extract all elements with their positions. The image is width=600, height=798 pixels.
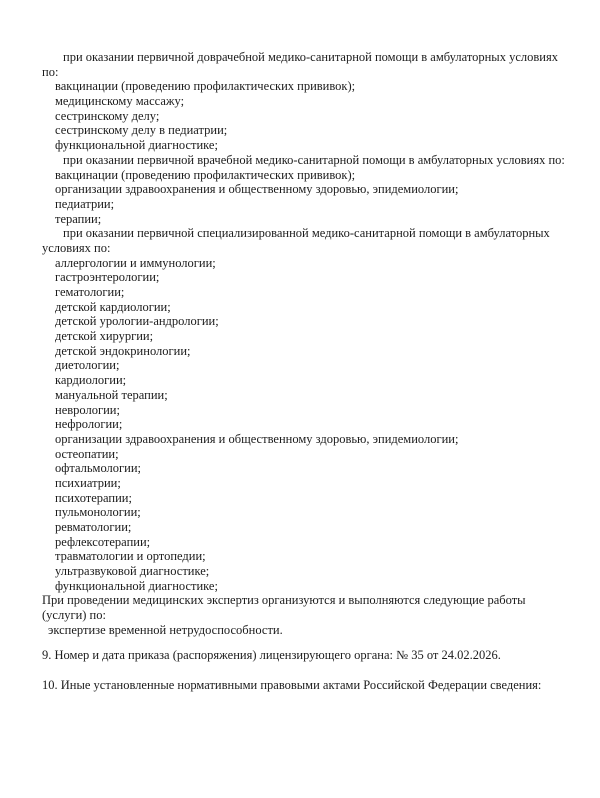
document-line: кардиологии; bbox=[55, 373, 127, 388]
document-line: рефлексотерапии; bbox=[55, 534, 151, 549]
document-line: нефрологии; bbox=[55, 417, 123, 432]
document-line: организации здравоохранения и общественному здоровью, эпидемиологии; bbox=[55, 182, 459, 197]
document-line: терапии; bbox=[55, 211, 102, 226]
document-line: при оказании первичной доврачебной медико-санитарной помощи в амбулаторных условиях bbox=[63, 50, 558, 64]
document-line: экспертизе временной нетрудоспособности. bbox=[48, 622, 283, 637]
document-line: детской эндокринологии; bbox=[55, 343, 191, 358]
document-line: 9. Номер и дата приказа (распоряжения) лицензирующего органа: № 35 от 24.02.2026. bbox=[42, 647, 501, 662]
document-line: сестринскому делу в педиатрии; bbox=[55, 123, 228, 138]
document-line: психотерапии; bbox=[55, 490, 132, 505]
document-line: остеопатии; bbox=[55, 446, 119, 461]
document-content bbox=[42, 50, 564, 693]
document-line: аллергологии и иммунологии; bbox=[55, 255, 216, 270]
document-line: мануальной терапии; bbox=[55, 387, 168, 402]
document-line: неврологии; bbox=[55, 402, 120, 417]
document-line: При проведении медицинских экспертиз организуются и выполняются следующие работы bbox=[42, 593, 526, 608]
document-line: вакцинации (проведению профилактических прививок); bbox=[55, 79, 356, 94]
document-line: организации здравоохранения и общественному здоровью, эпидемиологии; bbox=[55, 431, 459, 446]
line-spacer bbox=[42, 662, 564, 678]
document-line: функциональной диагностике; bbox=[55, 138, 218, 153]
document-line: ультразвуковой диагностике; bbox=[55, 564, 210, 579]
document-line: гематологии; bbox=[55, 285, 125, 299]
document-line: сестринскому делу; bbox=[55, 108, 160, 123]
document-line: по: bbox=[42, 64, 59, 79]
document-line: детской урологии-андрологии; bbox=[55, 314, 219, 329]
document-line: психиатрии; bbox=[55, 475, 121, 490]
document-line: при оказании первичной специализированной медико-санитарной помощи в амбулаторных bbox=[63, 226, 550, 241]
line-spacer bbox=[42, 638, 564, 648]
document-line: педиатрии; bbox=[55, 196, 115, 211]
document-line: медицинскому массажу; bbox=[55, 94, 185, 109]
document-line: детской хирургии; bbox=[55, 329, 154, 344]
document-line: диетологии; bbox=[55, 358, 120, 373]
document-line: пульмонологии; bbox=[55, 505, 141, 520]
document-line: 10. Иные установленные нормативными правовыми актами Российской Федерации сведения: bbox=[42, 678, 542, 693]
document-line: условиях по: bbox=[42, 240, 111, 255]
document-line: детской кардиологии; bbox=[55, 299, 171, 314]
document-line: функциональной диагностике; bbox=[55, 578, 218, 593]
document-line: (услуги) по: bbox=[42, 608, 106, 623]
document-line: ревматологии; bbox=[55, 520, 132, 534]
document-line: при оказании первичной врачебной медико-санитарной помощи в амбулаторных условиях по: bbox=[63, 152, 565, 167]
document-line: травматологии и ортопедии; bbox=[55, 549, 206, 564]
document-line: гастроэнтерологии; bbox=[55, 270, 160, 285]
document-line: вакцинации (проведению профилактических прививок); bbox=[55, 167, 356, 182]
document-line: офтальмологии; bbox=[55, 461, 142, 476]
